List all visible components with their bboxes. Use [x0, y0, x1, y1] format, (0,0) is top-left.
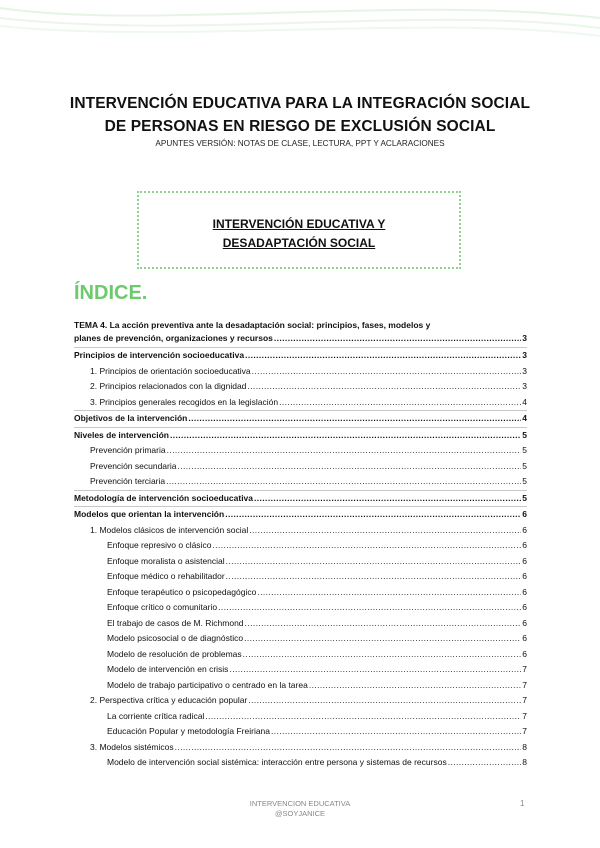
toc-dot-leader [271, 724, 521, 740]
toc-entry-label: 2. Perspectiva crítica y educación popular [90, 695, 248, 705]
toc-dot-leader [243, 647, 522, 663]
toc-entry-label: Enfoque médico o rehabilitador [107, 571, 225, 581]
document-title-line-2: DE PERSONAS EN RIESGO DE EXCLUSIÓN SOCIAL [104, 118, 496, 135]
toc-entry-label: Enfoque terapéutico o psicopedagógico [107, 586, 257, 597]
toc-entry-label: TEMA 4. La acción preventiva ante la desadaptación social: principios, fases, modelos y [74, 320, 431, 330]
toc-entry-label: Prevención terciaria [90, 476, 166, 486]
toc-entry[interactable] [74, 410, 527, 427]
toc-entry[interactable] [74, 364, 527, 380]
toc-dot-leader [245, 616, 522, 632]
toc-dot-leader [212, 538, 521, 554]
toc-entry-label: El trabajo de casos de M. Richmond [107, 617, 244, 628]
toc-dot-leader [249, 523, 521, 539]
toc-entry-label: Principios de intervención socioeducativa [74, 350, 245, 360]
footer-course-name: INTERVENCION EDUCATIVA [249, 799, 351, 808]
toc-dot-leader [188, 411, 521, 427]
toc-entry-label: Prevención secundaria [90, 460, 177, 471]
toc-entry[interactable] [74, 678, 527, 694]
toc-dot-leader [226, 569, 522, 585]
toc-page-number: 6 [522, 540, 527, 550]
toc-dot-leader [166, 474, 521, 490]
section-title-line-2: DESADAPTACIÓN SOCIAL [222, 236, 376, 250]
toc-entry[interactable] [74, 554, 527, 570]
toc-page-number: 7 [522, 726, 527, 736]
toc-page-number: 3 [522, 365, 527, 376]
toc-entry[interactable] [74, 490, 527, 507]
toc-entry-label: Modelo de resolución de problemas [107, 648, 242, 659]
toc-entry-label: 1. Principios de orientación socioeducativa [90, 365, 251, 376]
toc-page-number: 7 [522, 679, 527, 690]
header-wave-decoration [0, 0, 600, 45]
footer-author-handle: @SOYJANICE [274, 809, 326, 818]
toc-entry[interactable] [74, 395, 527, 411]
toc-entry[interactable] [74, 709, 527, 725]
toc-page-number: 3 [522, 333, 527, 343]
toc-page-number: 4 [522, 413, 527, 423]
toc-dot-leader [309, 678, 521, 694]
toc-entry[interactable] [74, 631, 527, 647]
document-title-line-1: INTERVENCIÓN EDUCATIVA PARA LA INTEGRACIÓN SOCIAL [69, 95, 531, 112]
toc-page-number: 8 [522, 741, 527, 752]
toc-entry-label: Niveles de intervención [74, 429, 169, 440]
toc-entry[interactable] [74, 443, 527, 459]
toc-entry-label: 2. Principios relacionados con la dignidad [90, 381, 247, 391]
toc-entry-tema4[interactable] [74, 319, 527, 347]
toc-page-number: 6 [522, 509, 527, 519]
toc-page-number: 7 [522, 695, 527, 705]
toc-entry[interactable] [74, 662, 527, 678]
toc-dot-leader [248, 693, 521, 709]
document-subtitle: APUNTES VERSIÓN: NOTAS DE CLASE, LECTURA, PPT Y ACLARACIONES [155, 139, 445, 148]
toc-entry-label: Modelo de trabajo participativo o centrado en la tarea [107, 679, 308, 690]
toc-entry[interactable] [74, 647, 527, 663]
toc-page-number: 3 [522, 350, 527, 360]
toc-entry-label: Metodología de intervención socioeducativa [74, 492, 254, 503]
toc-page-number: 6 [522, 633, 527, 643]
toc-entry-label: Enfoque moralista o asistencial [107, 555, 225, 566]
toc-entry-label: 1. Modelos clásicos de intervención social [90, 524, 249, 535]
index-heading: ÍNDICE. [74, 282, 148, 304]
toc-page-number: 8 [522, 757, 527, 767]
toc-entry-label: Modelo de intervención en crisis [107, 664, 229, 674]
toc-page-number: 6 [522, 571, 527, 581]
toc-entry-label: La corriente crítica radical [107, 710, 205, 721]
toc-page-number: 7 [522, 664, 527, 674]
section-title-line-1: INTERVENCIÓN EDUCATIVA Y [212, 217, 386, 231]
toc-entry-label: Modelo psicosocial o de diagnóstico [107, 633, 244, 643]
toc-dot-leader [170, 428, 521, 444]
toc-dot-leader [205, 709, 521, 725]
table-of-contents [74, 319, 527, 771]
toc-page-number: 6 [522, 602, 527, 612]
toc-dot-leader [245, 348, 521, 364]
toc-entry[interactable] [74, 693, 527, 709]
toc-page-number: 6 [522, 555, 527, 566]
toc-entry[interactable] [74, 347, 527, 364]
toc-entry[interactable] [74, 585, 527, 601]
toc-page-number: 7 [522, 710, 527, 721]
toc-dot-leader [244, 631, 521, 647]
toc-page-number: 5 [522, 492, 527, 503]
toc-entry[interactable] [74, 600, 527, 616]
toc-entry[interactable] [74, 379, 527, 395]
page-number: 1 [520, 799, 525, 808]
toc-dot-leader [225, 507, 521, 523]
page-footer [0, 799, 600, 819]
section-title-box [137, 191, 461, 269]
toc-entry[interactable] [74, 538, 527, 554]
toc-entry-label: Educación Popular y metodología Freiriana [107, 726, 271, 736]
toc-entry-label: Modelo de intervención social sistémica: interacción entre persona y sistemas de recursos [107, 757, 447, 767]
toc-entry-label: Enfoque crítico o comunitario [107, 602, 218, 612]
toc-entry-label: Modelos que orientan la intervención [74, 509, 225, 519]
toc-entry[interactable] [74, 459, 527, 475]
toc-dot-leader [252, 364, 522, 380]
toc-dot-leader [274, 332, 521, 345]
toc-entry-label: Prevención primaria [90, 445, 166, 455]
toc-page-number: 6 [522, 586, 527, 597]
toc-entry-label: 3. Modelos sistémicos [90, 741, 174, 752]
toc-page-number: 5 [522, 460, 527, 471]
toc-entry[interactable] [74, 427, 527, 444]
toc-entry[interactable] [74, 616, 527, 632]
toc-page-number: 4 [522, 396, 527, 407]
toc-dot-leader [177, 459, 521, 475]
toc-page-number: 5 [522, 429, 527, 440]
toc-page-number: 5 [522, 476, 527, 486]
toc-dot-leader [448, 755, 522, 771]
toc-page-number: 5 [522, 445, 527, 455]
toc-page-number: 6 [522, 648, 527, 659]
toc-dot-leader [218, 600, 521, 616]
toc-entry-label: planes de prevención, organizaciones y recursos [74, 333, 273, 343]
toc-entry[interactable] [74, 569, 527, 585]
toc-entry[interactable] [74, 506, 527, 523]
toc-dot-leader [175, 740, 522, 756]
toc-entry[interactable] [74, 755, 527, 771]
toc-entry[interactable] [74, 474, 527, 490]
toc-entry-label: Objetivos de la intervención [74, 413, 188, 423]
toc-entry-label: Enfoque represivo o clásico [107, 540, 212, 550]
toc-entry-label: 3. Principios generales recogidos en la legislación [90, 396, 279, 407]
toc-entry[interactable] [74, 523, 527, 539]
toc-dot-leader [257, 585, 521, 601]
toc-dot-leader [226, 554, 522, 570]
toc-dot-leader [279, 395, 521, 411]
toc-page-number: 6 [522, 524, 527, 535]
toc-dot-leader [254, 491, 521, 507]
toc-dot-leader [247, 379, 521, 395]
toc-page-number: 6 [522, 617, 527, 628]
toc-page-number: 3 [522, 381, 527, 391]
toc-entry[interactable] [74, 740, 527, 756]
toc-dot-leader [229, 662, 521, 678]
toc-entry[interactable] [74, 724, 527, 740]
toc-dot-leader [167, 443, 522, 459]
